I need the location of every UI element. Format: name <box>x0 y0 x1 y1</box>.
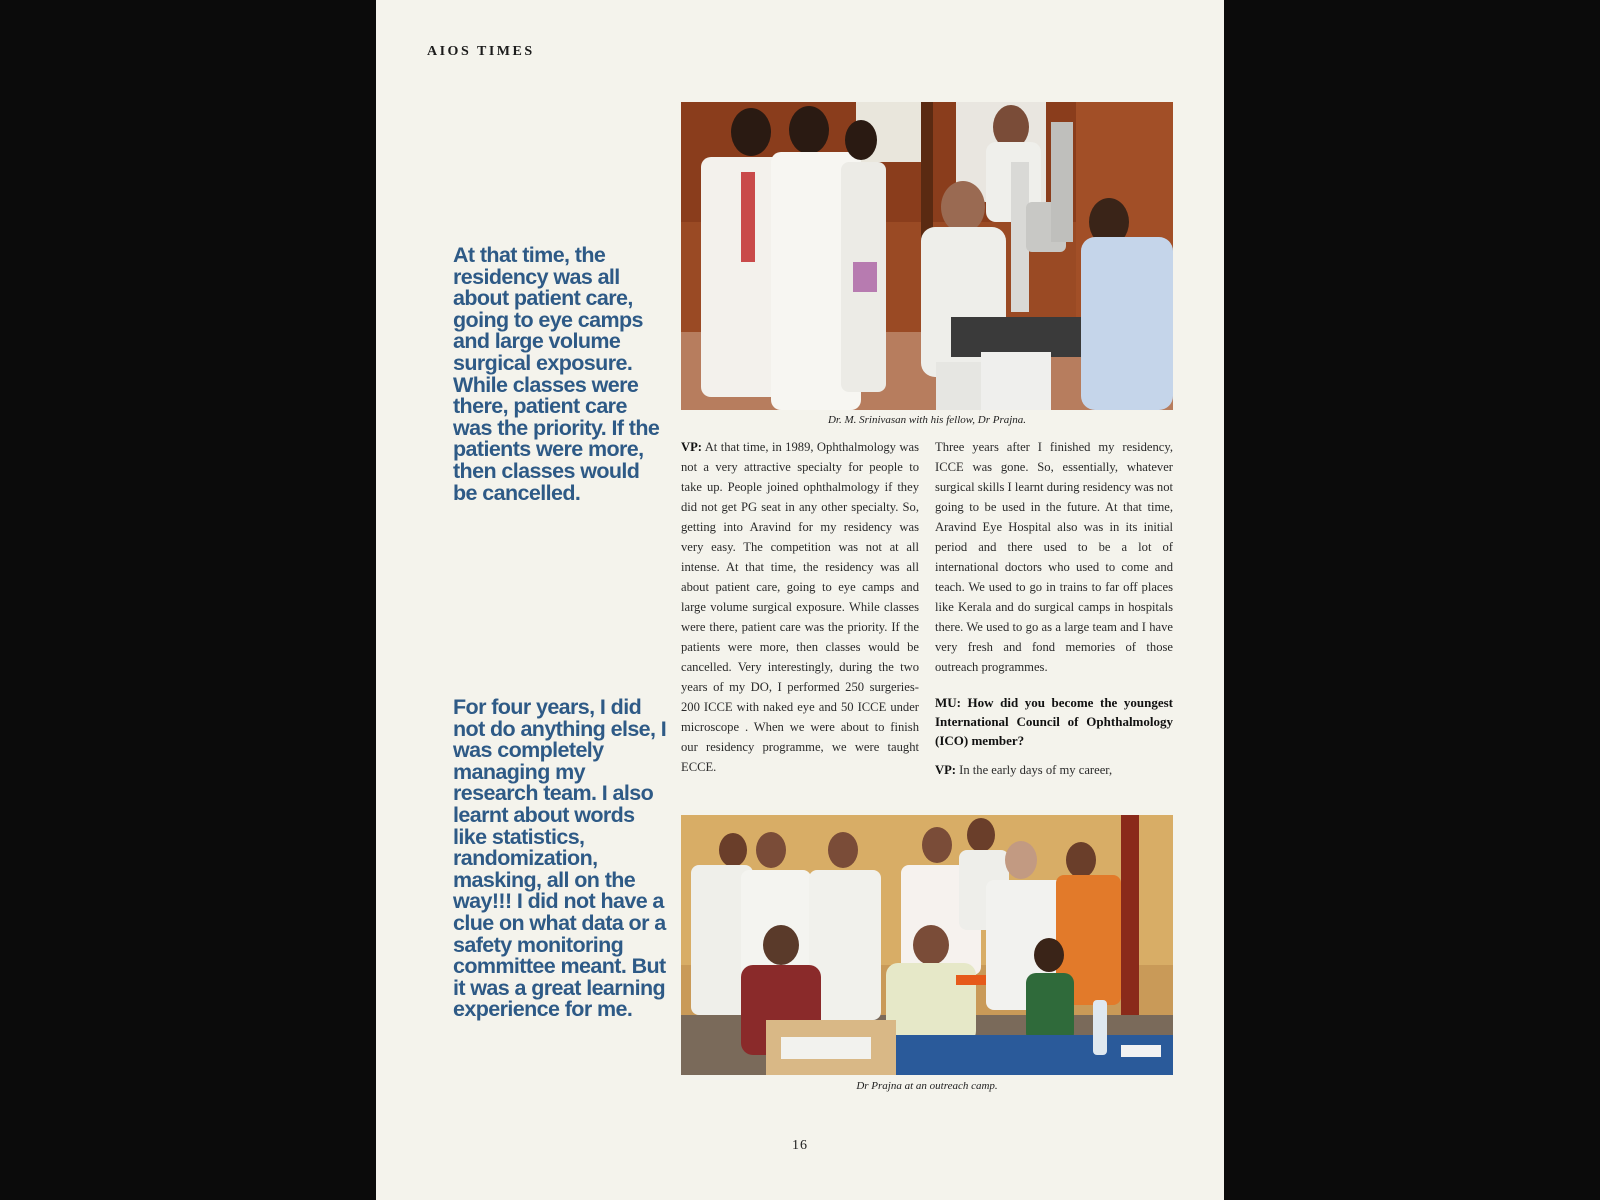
article-answer-start: In the early days of my career, <box>955 763 1113 777</box>
photo-outreach-camp <box>681 815 1173 1075</box>
photo-caption-top: Dr. M. Srinivasan with his fellow, Dr Prajna. <box>827 414 1027 426</box>
masthead: AIOS TIMES <box>427 44 535 59</box>
photo-slit-lamp-exam <box>681 102 1173 410</box>
interview-question: MU: How did you become the youngest International Council of Ophthalmology (ICO) member? <box>935 695 1173 748</box>
article-column-right <box>935 437 1173 780</box>
magazine-page <box>376 0 1224 1200</box>
viewer-background-right <box>1224 0 1600 1200</box>
speaker-label: VP: <box>681 440 702 454</box>
viewer-background-left <box>0 0 376 1200</box>
speaker-label: VP: <box>935 763 956 777</box>
photo-caption-bottom: Dr Prajna at an outreach camp. <box>856 1080 998 1092</box>
article-body-right: Three years after I finished my residency, ICCE was gone. So, essentially, whatever surgical skills I learnt during residency was not going to be used in the future. At that time, Aravind Eye Hospital also was in its initial period and there used to be a lot of international doctors who used to come and teach. We used to go in trains to far off places like Kerala and do surgical camps in hospitals there. We used to go as a large team and I have very fresh and fond memories of those outreach programmes. <box>935 440 1173 674</box>
page-number: 16 <box>792 1138 808 1153</box>
article-column-left <box>681 437 919 777</box>
article-body-left: At that time, in 1989, Ophthalmology was not a very attractive specialty for people to take up. People joined ophthalmology if they did not get PG seat in any other specialty. So, getting into Aravind for my residency was very easy. The competition was not at all intense. At that time, the residency was all about patient care, going to eye camps and large volume surgical exposure. While classes were there, patient care was the priority. If the patients were more, then classes would be cancelled. Very interestingly, during the two years of my DO, I performed 250 surgeries- 200 ICCE with naked eye and 50 ICCE under microscope . When we were about to finish our residency programme, we were taught ECCE. <box>681 440 919 774</box>
pull-quote-2: For four years, I did not do anything else, I was completely managing my research team. I also learnt about words like statistics, randomization, masking, all on the way!!! I did not have a clue on what data or a safety monitoring committee meant. But it was a great learning experience for me. <box>453 695 667 1022</box>
pull-quote-1: At that time, the residency was all about patient care, going to eye camps and large volume surgical exposure. While classes were there, patient care was the priority. If the patients were more, then classes would be cancelled. <box>453 243 660 505</box>
